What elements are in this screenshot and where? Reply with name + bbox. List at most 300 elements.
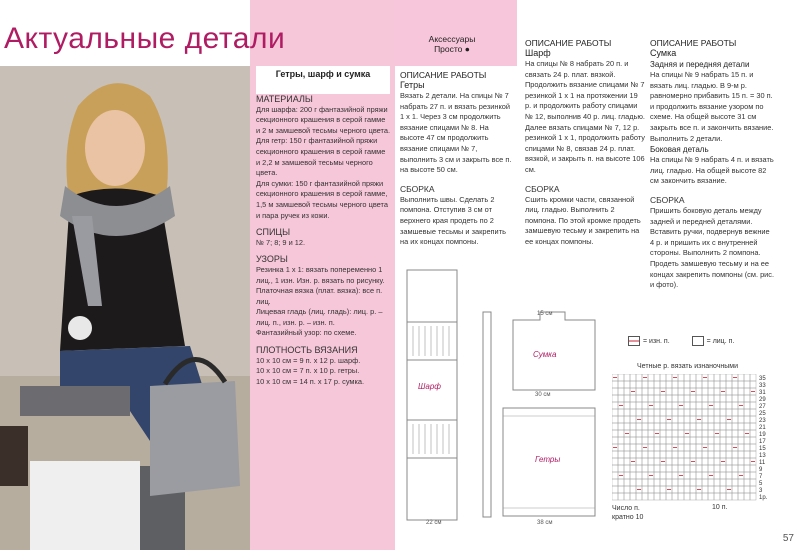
chart-cell [660, 444, 666, 451]
pattern-fancy: Фантазийный узор: по схеме. [256, 328, 357, 338]
chart-cell [750, 451, 756, 458]
chart-cell [672, 472, 678, 479]
chart-cell [624, 402, 630, 409]
chart-cell [618, 493, 624, 500]
gaiters-assembly-heading: СБОРКА [400, 183, 435, 194]
chart-cell [624, 381, 630, 388]
chart-row-label: 35 [759, 376, 766, 382]
chart-cell [750, 416, 756, 423]
chart-cell [750, 444, 756, 451]
chart-cell [744, 402, 750, 409]
page-number: 57 [782, 533, 794, 544]
chart-cell [636, 437, 642, 444]
chart-cell [648, 458, 654, 465]
chart-cell [654, 437, 660, 444]
chart-cell [726, 479, 732, 486]
chart-cell [714, 472, 720, 479]
chart-cell [660, 486, 666, 493]
chart-cell [648, 416, 654, 423]
chart-cell [660, 465, 666, 472]
chart-cell [672, 451, 678, 458]
chart-cell [612, 437, 618, 444]
knit-box-icon [692, 336, 704, 346]
chart-cell [732, 458, 738, 465]
chart-cell [636, 472, 642, 479]
chart-cell [744, 388, 750, 395]
difficulty-dot-icon: ● [464, 44, 470, 54]
chart-cell [738, 451, 744, 458]
pattern-stockinette: Лицевая гладь (лиц. гладь): лиц. р. – лиц. п., изн. р. – изн. п. [256, 307, 383, 327]
chart-cell [624, 444, 630, 451]
chart-cell [678, 381, 684, 388]
chart-cell [732, 416, 738, 423]
chart-cell [618, 437, 624, 444]
chart-cell [660, 374, 666, 381]
chart-cell [630, 430, 636, 437]
chart-cell [666, 479, 672, 486]
chart-cell [654, 451, 660, 458]
scarf-width-label: 22 см [426, 520, 442, 526]
chart-cell [732, 395, 738, 402]
schematics-diagram [395, 260, 605, 535]
chart-cell [636, 465, 642, 472]
chart-cell [696, 493, 702, 500]
chart-cell [648, 465, 654, 472]
chart-cell [696, 444, 702, 451]
chart-cell [750, 402, 756, 409]
chart-cell [666, 374, 672, 381]
chart-cell [672, 465, 678, 472]
chart-cell [660, 493, 666, 500]
chart-cell [702, 430, 708, 437]
chart-cell [678, 465, 684, 472]
chart-row-label: 23 [759, 418, 766, 424]
chart-cell [714, 409, 720, 416]
chart-cell [660, 472, 666, 479]
chart-cell [732, 402, 738, 409]
chart-cell [726, 423, 732, 430]
chart-cell [648, 395, 654, 402]
chart-cell [630, 395, 636, 402]
chart-cell [672, 381, 678, 388]
chart-cell [648, 493, 654, 500]
chart-cell [642, 472, 648, 479]
chart-cell [696, 409, 702, 416]
chart-cell [708, 416, 714, 423]
chart-cell [612, 493, 618, 500]
needles-text: № 7; 8; 9 и 12. [256, 237, 306, 247]
chart-cell [660, 479, 666, 486]
chart-cell [630, 423, 636, 430]
chart-cell [726, 430, 732, 437]
chart-cell [696, 458, 702, 465]
chart-cell [660, 437, 666, 444]
photo-illustration [0, 66, 250, 550]
chart-cell [666, 444, 672, 451]
chart-cell [744, 493, 750, 500]
chart-cell [690, 416, 696, 423]
chart-cell [750, 381, 756, 388]
gaiters-heading: ОПИСАНИЕ РАБОТЫ [400, 70, 487, 80]
chart-cell [738, 388, 744, 395]
materials-bag: Для сумки: 150 г фантазийной пряжи секционного крашения в серой гамме, 1,5 м замшевой тесьмы черного цвета и пара ручек из кожи. [256, 178, 388, 220]
chart-cell [714, 416, 720, 423]
chart-cell [660, 395, 666, 402]
chart-cell [690, 423, 696, 430]
chart-cell [624, 465, 630, 472]
chart-cell [738, 458, 744, 465]
chart-cell [738, 381, 744, 388]
chart-cell [678, 437, 684, 444]
chart-cell [738, 374, 744, 381]
chart-cell [726, 402, 732, 409]
chart-cell [714, 395, 720, 402]
chart-cell [684, 402, 690, 409]
chart-cell [726, 458, 732, 465]
chart-cell [678, 416, 684, 423]
chart-cell [708, 493, 714, 500]
chart-cell [690, 493, 696, 500]
chart-cell [726, 374, 732, 381]
chart-row-label: 31 [759, 390, 766, 396]
bag-label: Сумка [533, 350, 557, 359]
chart-cell [624, 493, 630, 500]
density-scarf: 10 х 10 см = 9 п. х 12 р. шарф. [256, 355, 361, 365]
chart-cell [720, 479, 726, 486]
chart-cell [738, 493, 744, 500]
chart-cell [654, 388, 660, 395]
chart-cell [666, 493, 672, 500]
materials-gaiters: Для гетр: 150 г фантазийной пряжи секционного крашения в серой гамме и 2,2 м замшевой тесьмы черного цвета. [256, 136, 386, 178]
chart-cell [696, 472, 702, 479]
chart-cell [666, 451, 672, 458]
chart-cell [696, 402, 702, 409]
chart-cell [648, 388, 654, 395]
chart-cell [618, 423, 624, 430]
chart-cell [624, 451, 630, 458]
chart-cell [726, 409, 732, 416]
chart-cell [690, 402, 696, 409]
project-title-box: Гетры, шарф и сумка [256, 66, 390, 94]
chart-cell [684, 472, 690, 479]
chart-cell [648, 381, 654, 388]
chart-cell [672, 486, 678, 493]
chart-cell [648, 409, 654, 416]
chart-cell [708, 458, 714, 465]
chart-cell [732, 465, 738, 472]
chart-cell [720, 493, 726, 500]
chart-cell [720, 409, 726, 416]
chart-cell [630, 451, 636, 458]
chart-cell [672, 402, 678, 409]
chart-cell [624, 395, 630, 402]
chart-cell [612, 465, 618, 472]
chart-cell [702, 437, 708, 444]
chart-cell [660, 423, 666, 430]
bag-side-text: На спицы № 9 набрать 4 п. и вязать лиц. гладью. На общей высоте 82 см закончить вязание. [650, 155, 774, 186]
chart-cell [720, 395, 726, 402]
chart-cell [684, 423, 690, 430]
chart-cell [624, 472, 630, 479]
chart-cell [612, 458, 618, 465]
chart-cell [726, 395, 732, 402]
chart-cell [642, 402, 648, 409]
bag-top-label: 15 см [537, 311, 553, 317]
chart-cell [750, 430, 756, 437]
chart-cell [678, 444, 684, 451]
chart-cell [654, 409, 660, 416]
chart-cell [630, 409, 636, 416]
chart-cell [702, 493, 708, 500]
chart-cell [612, 430, 618, 437]
chart-cell [744, 465, 750, 472]
chart-cell [696, 381, 702, 388]
chart-cell [642, 437, 648, 444]
pattern-rib: Резинка 1 х 1: вязать попеременно 1 лиц., 1 изн. Изн. р. вязать по рисунку. [256, 264, 385, 285]
materials-column [256, 94, 390, 387]
chart-cell [702, 423, 708, 430]
chart-cell [714, 374, 720, 381]
chart-row-label: 29 [759, 397, 766, 403]
chart-cell [744, 409, 750, 416]
chart-row-label: 27 [759, 404, 766, 410]
chart-cell [684, 374, 690, 381]
chart-cell [678, 430, 684, 437]
chart-cell [654, 423, 660, 430]
chart-cell [648, 486, 654, 493]
chart-cell [642, 395, 648, 402]
chart-cell [672, 458, 678, 465]
chart-cell [636, 493, 642, 500]
chart-cell [612, 486, 618, 493]
chart-cell [666, 395, 672, 402]
density-heading: ПЛОТНОСТЬ ВЯЗАНИЯ [256, 345, 358, 356]
chart-cell [672, 388, 678, 395]
difficulty-label: Просто ● [434, 44, 470, 54]
chart-cell [624, 409, 630, 416]
chart-cell [732, 479, 738, 486]
chart-row-label: 15 [759, 446, 766, 452]
chart-cell [672, 437, 678, 444]
chart-cell [624, 458, 630, 465]
chart-cell [660, 402, 666, 409]
chart-row-label: 5 [759, 481, 763, 487]
chart-cell [630, 486, 636, 493]
chart-cell [636, 451, 642, 458]
chart-cell [738, 486, 744, 493]
chart-cell [624, 437, 630, 444]
chart-cell [702, 465, 708, 472]
chart-cell [672, 416, 678, 423]
chart-cell [750, 465, 756, 472]
chart-cell [612, 395, 618, 402]
chart-cell [612, 409, 618, 416]
chart-cell [636, 395, 642, 402]
chart-cell [618, 374, 624, 381]
chart-cell [654, 486, 660, 493]
chart-cell [744, 451, 750, 458]
chart-cell [624, 423, 630, 430]
chart-cell [702, 395, 708, 402]
chart-cell [696, 465, 702, 472]
chart-cell [648, 423, 654, 430]
chart-cell [678, 479, 684, 486]
chart-cell [708, 374, 714, 381]
chart-cell [696, 374, 702, 381]
chart-cell [708, 409, 714, 416]
chart-cell [750, 437, 756, 444]
chart-row-label: 9 [759, 467, 763, 473]
chart-cell [732, 381, 738, 388]
bag-text: На спицы № 9 набрать 15 п. и вязать лиц. гладью. В 9-м р. равномерно прибавить 15 п. = 30 п. и продолжить вязание узором по схеме. На общей высоте 31 см закрыть все п. и закончить вязание. Выполнить 2 детали. [650, 70, 774, 143]
chart-cell [612, 472, 618, 479]
chart-row-label: 21 [759, 425, 766, 431]
chart-cell [618, 479, 624, 486]
chart-cell [750, 374, 756, 381]
chart-cell [636, 430, 642, 437]
chart-stitch-multiple: Число п. кратно 10 [612, 505, 644, 521]
chart-cell [708, 395, 714, 402]
chart-cell [714, 465, 720, 472]
chart-cell [726, 472, 732, 479]
chart-cell [750, 472, 756, 479]
chart-row-label: 7 [759, 474, 763, 480]
chart-cell [624, 374, 630, 381]
chart-cell [744, 479, 750, 486]
chart-cell [642, 486, 648, 493]
chart-cell [642, 465, 648, 472]
chart-cell [720, 444, 726, 451]
chart-cell [618, 416, 624, 423]
chart-cell [744, 472, 750, 479]
chart-legend [628, 336, 734, 346]
chart-cell [708, 451, 714, 458]
chart-cell [690, 444, 696, 451]
chart-cell [732, 388, 738, 395]
legend-knit: = лиц. п. [692, 336, 735, 346]
chart-cell [684, 479, 690, 486]
chart-cell [654, 374, 660, 381]
chart-cell [696, 437, 702, 444]
chart-cell [702, 402, 708, 409]
chart-cell [666, 430, 672, 437]
chart-cell [714, 381, 720, 388]
chart-cell [750, 493, 756, 500]
chart-cell [696, 430, 702, 437]
chart-cell [738, 465, 744, 472]
category-label [402, 34, 502, 54]
bag-column [650, 38, 775, 291]
chart-cell [720, 381, 726, 388]
chart-cell [684, 437, 690, 444]
chart-cell [720, 416, 726, 423]
chart-cell [666, 388, 672, 395]
chart-cell [750, 479, 756, 486]
chart-cell [672, 395, 678, 402]
chart-cell [732, 451, 738, 458]
chart-cell [624, 416, 630, 423]
chart-cell [684, 395, 690, 402]
chart-cell [714, 423, 720, 430]
chart-cell [732, 409, 738, 416]
knitting-chart [612, 374, 792, 504]
chart-cell [708, 388, 714, 395]
chart-cell [684, 465, 690, 472]
category-name: Аксессуары [428, 34, 476, 44]
chart-cell [696, 479, 702, 486]
chart-cell [738, 437, 744, 444]
chart-cell [690, 381, 696, 388]
chart-cell [744, 381, 750, 388]
chart-cell [666, 437, 672, 444]
chart-row-label: 13 [759, 453, 766, 459]
chart-cell [624, 479, 630, 486]
chart-cell [720, 486, 726, 493]
density-bag: 10 х 10 см = 14 п. х 17 р. сумка. [256, 376, 365, 386]
chart-cell [618, 451, 624, 458]
chart-cell [678, 409, 684, 416]
chart-cell [678, 493, 684, 500]
chart-cell [654, 458, 660, 465]
chart-cell [750, 486, 756, 493]
chart-cell [630, 381, 636, 388]
chart-cell [618, 486, 624, 493]
chart-cell [720, 465, 726, 472]
chart-cell [726, 444, 732, 451]
chart-cell [630, 444, 636, 451]
chart-cell [678, 451, 684, 458]
chart-cell [720, 402, 726, 409]
bag-width-label: 30 см [535, 392, 551, 398]
chart-cell [714, 388, 720, 395]
scarf-assembly-heading: СБОРКА [525, 183, 560, 194]
chart-cell [714, 479, 720, 486]
chart-cell [744, 458, 750, 465]
chart-cell [666, 423, 672, 430]
chart-row-label: 11 [759, 460, 766, 466]
chart-cell [618, 444, 624, 451]
chart-cell [642, 430, 648, 437]
chart-cell [690, 437, 696, 444]
chart-cell [702, 479, 708, 486]
gaiters-text: Вязать 2 детали. На спицы № 7 набрать 27 п. и вязать резинкой 1 х 1. Через 3 см продолжить вязание спицами № 8. На высоте 47 см продолжить вязание спицами № 7, выполнить 3 см и закрыть все п. на высоте 50 см. [400, 91, 512, 175]
chart-cell [720, 437, 726, 444]
chart-cell [666, 402, 672, 409]
chart-cell [636, 402, 642, 409]
chart-cell [708, 430, 714, 437]
chart-cell [612, 423, 618, 430]
bag-assembly-heading: СБОРКА [650, 194, 685, 205]
chart-row-label: 1р. [759, 495, 768, 501]
chart-cell [630, 416, 636, 423]
chart-cell [714, 458, 720, 465]
chart-cell [702, 416, 708, 423]
chart-cell [696, 451, 702, 458]
chart-cell [654, 472, 660, 479]
chart-cell [702, 486, 708, 493]
chart-cell [744, 374, 750, 381]
chart-cell [672, 479, 678, 486]
chart-cell [618, 430, 624, 437]
chart-cell [684, 409, 690, 416]
chart-cell [714, 444, 720, 451]
chart-cell [684, 388, 690, 395]
chart-cell [636, 479, 642, 486]
chart-cell [678, 486, 684, 493]
chart-cell [636, 409, 642, 416]
chart-cell [642, 479, 648, 486]
chart-cell [696, 423, 702, 430]
